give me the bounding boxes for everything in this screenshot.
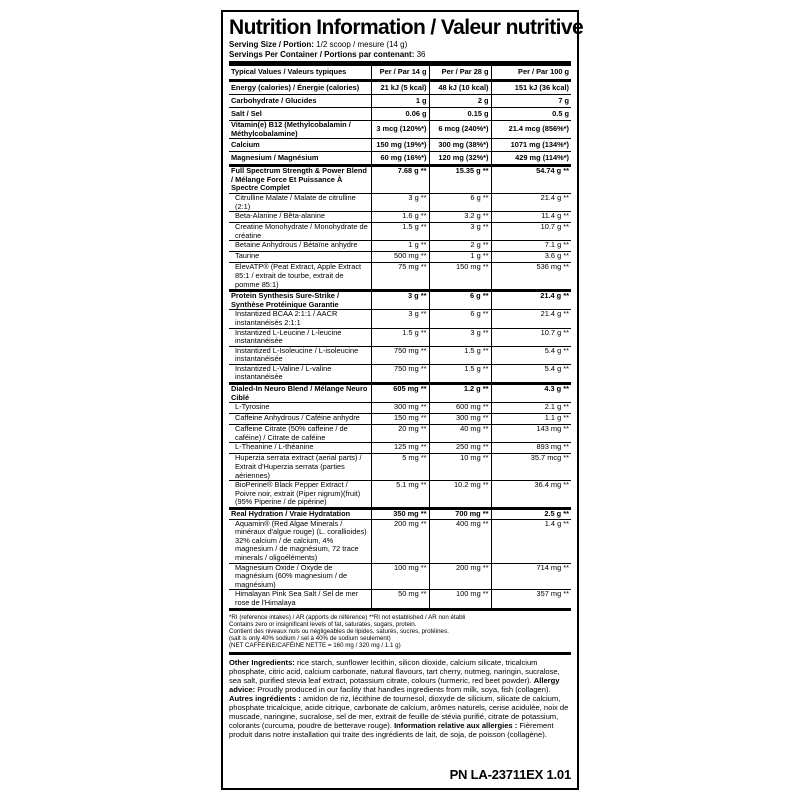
row-label: Caffeine Anhydrous / Caféine anhydre — [229, 414, 371, 425]
row-value: 200 mg ** — [371, 519, 429, 563]
row-value: 1.5 g ** — [371, 223, 429, 241]
row-value: 21.4 g ** — [491, 193, 571, 211]
row-value: 2 g ** — [429, 241, 491, 252]
servings-per-container — [229, 50, 571, 60]
blend-header-row — [229, 509, 571, 520]
row-value: 0.5 g — [491, 108, 571, 121]
row-value: 21.4 mcg (856%*) — [491, 121, 571, 139]
row-value: 120 mg (32%*) — [429, 152, 491, 166]
nutrient-row — [229, 81, 571, 95]
row-value: 1.6 g ** — [371, 212, 429, 223]
nutrient-row — [229, 121, 571, 139]
row-label: Magnesium Oxide / Oxyde de magnésium (60% magnesium / de magnésium) — [229, 563, 371, 590]
row-value: 35.7 mcg ** — [491, 454, 571, 481]
label-content — [229, 16, 584, 739]
ingredient-row — [229, 590, 571, 609]
row-label: Instantized BCAA 2:1:1 / AACR instantanéisés 2:1:1 — [229, 310, 371, 328]
row-value: 0.15 g — [429, 108, 491, 121]
row-value: 1.4 g ** — [491, 519, 571, 563]
row-value: 150 mg ** — [429, 263, 491, 291]
blend-value: 700 mg ** — [429, 509, 491, 520]
row-label: L-Theanine / L-théanine — [229, 443, 371, 454]
footnotes — [229, 614, 571, 650]
row-label: Betaine Anhydrous / Bétaïne anhydre — [229, 241, 371, 252]
blend-value: 6 g ** — [429, 291, 491, 310]
row-value: 5.4 g ** — [491, 346, 571, 364]
ingredient-row — [229, 425, 571, 443]
row-value: 150 mg ** — [371, 414, 429, 425]
blend-value: 2.5 g ** — [491, 509, 571, 520]
row-label: Aquamin® (Red Algae Minerals / minéraux d'algue rouge) (L. corallioides) 32% calcium / de calcium, 4% magnesium / de magnésium, 72 trace minerals / oligoéléments) — [229, 519, 371, 563]
row-label: BioPerine® Black Pepper Extract / Poivre noir, extrait (Piper nigrum)(fruit)(95% Piperine / de pipérine) — [229, 481, 371, 509]
row-value: 750 mg ** — [371, 364, 429, 383]
blend-value: 4.3 g ** — [491, 384, 571, 403]
row-value: 1.1 g ** — [491, 414, 571, 425]
blend-header-row — [229, 291, 571, 310]
ingredient-row — [229, 519, 571, 563]
row-value: 151 kJ (36 kcal) — [491, 81, 571, 95]
row-value: 3 g ** — [371, 193, 429, 211]
row-label: Taurine — [229, 252, 371, 263]
row-value: 750 mg ** — [371, 346, 429, 364]
blend-value: 21.4 g ** — [491, 291, 571, 310]
row-label: Carbohydrate / Glucides — [229, 95, 371, 108]
row-label: Citrulline Malate / Malate de citrulline (2:1) — [229, 193, 371, 211]
ingredient-row — [229, 193, 571, 211]
ingredient-row — [229, 212, 571, 223]
ingredient-row — [229, 241, 571, 252]
row-value: 10.7 g ** — [491, 223, 571, 241]
nutrition-table — [229, 66, 571, 611]
row-value: 200 mg ** — [429, 563, 491, 590]
blend-name: Dialed-In Neuro Blend / Mélange Neuro Ciblé — [229, 384, 371, 403]
row-label: Creatine Monohydrate / Monohydrate de créatine — [229, 223, 371, 241]
nutrient-row — [229, 95, 571, 108]
row-value: 300 mg ** — [429, 414, 491, 425]
other-ingredients-label: Other Ingredients: — [229, 657, 295, 667]
row-label: Magnesium / Magnésium — [229, 152, 371, 166]
row-label: Energy (calories) / Énergie (calories) — [229, 81, 371, 95]
row-value: 7.1 g ** — [491, 241, 571, 252]
row-value: 5 mg ** — [371, 454, 429, 481]
ingredient-row — [229, 364, 571, 383]
row-value: 3 g ** — [429, 328, 491, 346]
row-value: 6 g ** — [429, 310, 491, 328]
row-label: Himalayan Pink Sea Salt / Sel de mer rose de l'Himalaya — [229, 590, 371, 609]
row-value: 300 mg ** — [371, 403, 429, 414]
footnote-line: *RI (reference intakes) / AR (apports de référence) **RI not established / AR non établi — [229, 613, 466, 621]
blend-value: 605 mg ** — [371, 384, 429, 403]
row-value: 1 g ** — [371, 241, 429, 252]
ingredient-row — [229, 481, 571, 509]
blend-header-row — [229, 384, 571, 403]
blend-name: Full Spectrum Strength & Power Blend / Mélange Force Et Puissance À Spectre Complet — [229, 166, 371, 194]
blend-value: 54.74 g ** — [491, 166, 571, 194]
row-value: Per / Par 100 g — [491, 66, 571, 81]
row-value: 600 mg ** — [429, 403, 491, 414]
row-label: Caffeine Citrate (50% caffeine / de caféine) / Citrate de caféine — [229, 425, 371, 443]
ingredient-row — [229, 310, 571, 328]
row-value: 1.5 g ** — [429, 346, 491, 364]
row-label: Instantized L-Leucine / L-leucine instantanéisée — [229, 328, 371, 346]
row-value: 48 kJ (10 kcal) — [429, 81, 491, 95]
allergy-text: Proudly produced in our facility that handles ingredients from milk, soya, fish (collagen). — [257, 684, 551, 694]
row-value: 500 mg ** — [371, 252, 429, 263]
autres-ingredients-label: Autres ingrédients : — [229, 693, 301, 703]
row-value: 100 mg ** — [429, 590, 491, 609]
table-header — [229, 66, 571, 81]
ingredient-row — [229, 346, 571, 364]
row-value: 714 mg ** — [491, 563, 571, 590]
row-value: Per / Par 14 g — [371, 66, 429, 81]
row-label: Instantized L-Isoleucine / L-isoleucine instantanéisée — [229, 346, 371, 364]
row-value: 6 g ** — [429, 193, 491, 211]
row-value: 60 mg (16%*) — [371, 152, 429, 166]
row-value: 250 mg ** — [429, 443, 491, 454]
allergy-info-text: Fièrement produit dans notre installation qui traite des ingrédients de lait, de soja, de poisson (collagène). — [229, 720, 554, 739]
row-value: 21.4 g ** — [491, 310, 571, 328]
row-value: 10.7 g ** — [491, 328, 571, 346]
serving-size — [229, 40, 571, 50]
row-value: 1 g ** — [429, 252, 491, 263]
row-value: 0.06 g — [371, 108, 429, 121]
row-label: Vitamin(e) B12 (Methylcobalamin / Méthylcobalamine) — [229, 121, 371, 139]
row-value: 40 mg ** — [429, 425, 491, 443]
row-label: Salt / Sel — [229, 108, 371, 121]
ingredient-row — [229, 223, 571, 241]
row-value: Per / Par 28 g — [429, 66, 491, 81]
row-label: L-Tyrosine — [229, 403, 371, 414]
row-label: Huperzia serrata extract (aerial parts) / Extrait d'Huperzia serrata (parties aériennes) — [229, 454, 371, 481]
footnote-line: Contains zero or insignificant levels of fat, saturates, sugars, protein. — [229, 620, 417, 628]
row-value: 5.1 mg ** — [371, 481, 429, 509]
other-ingredients-text: rice starch, sunflower lecithin, silicon dioxide, calcium silicate, tricalcium phosphate, citric acid, calcium carbonate, natural flavours, tart cherry, nutmeg, naringin, sucralose, sea salt, purified stevia leaf extract, potassium citrate, colours (turmeric, red beet powder). — [229, 657, 560, 685]
row-value: 11.4 g ** — [491, 212, 571, 223]
row-value: 50 mg ** — [371, 590, 429, 609]
blend-value: 350 mg ** — [371, 509, 429, 520]
row-value: 150 mg (19%*) — [371, 139, 429, 152]
nutrient-row — [229, 108, 571, 121]
blend-value: 7.68 g ** — [371, 166, 429, 194]
blend-name: Real Hydration / Vraie Hydratation — [229, 509, 371, 520]
serving-size-value: 1/2 scoop / mesure (14 g) — [316, 40, 408, 49]
nutrient-row — [229, 152, 571, 166]
servings-value: 36 — [416, 49, 426, 59]
autres-ingredients-text: amidon de riz, lécithine de tournesol, dioxyde de silicium, silicate de calcium, phosphate tricalcique, acide citrique, carbonate de calcium, arômes naturels, cerise acidulée, noix de muscade, naringine, sucralose, sel de mer, extrait de feuille de stévia purifié, citrate de potassium, colorants (curcuma, poudre de betterave rouge). — [229, 693, 569, 730]
ingredient-row — [229, 563, 571, 590]
servings-label: Servings Per Container / Portions par contenant: — [229, 49, 415, 59]
footnote-line: (salt is only 40% sodium / sel à 40% de sodium seulement) — [229, 635, 391, 643]
row-value: 1.5 g ** — [371, 328, 429, 346]
ingredient-row — [229, 328, 571, 346]
part-number: PN LA-23711EX 1.01 — [449, 767, 571, 782]
allergy-info-label: Information relative aux allergies : — [394, 720, 518, 730]
footnote-line: Contient des niveaux nuls ou négligeables de lipides, saturés, sucres, protéines. — [229, 627, 449, 635]
row-value: 75 mg ** — [371, 263, 429, 291]
row-value: 536 mg ** — [491, 263, 571, 291]
row-label: Typical Values / Valeurs typiques — [229, 66, 371, 81]
row-value: 125 mg ** — [371, 443, 429, 454]
row-value: 3.6 g ** — [491, 252, 571, 263]
row-value: 7 g — [491, 95, 571, 108]
ingredient-row — [229, 252, 571, 263]
row-label: ElevATP® (Peat Extract, Apple Extract 85:1 / extrait de tourbe, extrait de pomme 85:1) — [229, 263, 371, 291]
row-value: 1.5 g ** — [429, 364, 491, 383]
row-value: 3.2 g ** — [429, 212, 491, 223]
row-label: Calcium — [229, 139, 371, 152]
allergy-label: Allergy advice: — [229, 675, 560, 694]
row-value: 357 mg ** — [491, 590, 571, 609]
row-value: 10 mg ** — [429, 454, 491, 481]
row-value: 400 mg ** — [429, 519, 491, 563]
blend-value: 1.2 g ** — [429, 384, 491, 403]
ingredient-row — [229, 414, 571, 425]
nutrition-label-panel — [221, 10, 584, 790]
row-value: 300 mg (38%*) — [429, 139, 491, 152]
ingredient-row — [229, 454, 571, 481]
blend-header-row — [229, 166, 571, 194]
row-value: 21 kJ (5 kcal) — [371, 81, 429, 95]
row-value: 100 mg ** — [371, 563, 429, 590]
row-value: 36.4 mg ** — [491, 481, 571, 509]
row-value: 2 g — [429, 95, 491, 108]
nutrient-row — [229, 139, 571, 152]
serving-size-label: Serving Size / Portion: — [229, 40, 314, 49]
footnote-line: (NET CAFFEINE/CAFÉINE NETTE = 160 mg / 320 mg / 1.1 g) — [229, 642, 401, 650]
row-label: Beta-Alanine / Bêta-alanine — [229, 212, 371, 223]
row-value: 1 g — [371, 95, 429, 108]
row-value: 143 mg ** — [491, 425, 571, 443]
ingredient-row — [229, 263, 571, 291]
row-value: 893 mg ** — [491, 443, 571, 454]
row-value: 2.1 g ** — [491, 403, 571, 414]
label-title: Nutrition Information / Valeur nutritive — [229, 16, 584, 39]
row-value: 3 mcg (120%*) — [371, 121, 429, 139]
row-value: 20 mg ** — [371, 425, 429, 443]
blend-name: Protein Synthesis Sure-Strike / Synthèse Protéinique Garantie — [229, 291, 371, 310]
ingredient-row — [229, 443, 571, 454]
blend-value: 15.35 g ** — [429, 166, 491, 194]
row-value: 5.4 g ** — [491, 364, 571, 383]
row-value: 3 g ** — [429, 223, 491, 241]
blend-value: 3 g ** — [371, 291, 429, 310]
row-value: 429 mg (114%*) — [491, 152, 571, 166]
footnote-divider — [229, 652, 571, 655]
row-value: 3 g ** — [371, 310, 429, 328]
row-value: 10.2 mg ** — [429, 481, 491, 509]
other-ingredients — [229, 658, 571, 739]
ingredient-row — [229, 403, 571, 414]
row-value: 1071 mg (134%*) — [491, 139, 571, 152]
row-value: 6 mcg (240%*) — [429, 121, 491, 139]
row-label: Instantized L-Valine / L-valine instantanéisée — [229, 364, 371, 383]
